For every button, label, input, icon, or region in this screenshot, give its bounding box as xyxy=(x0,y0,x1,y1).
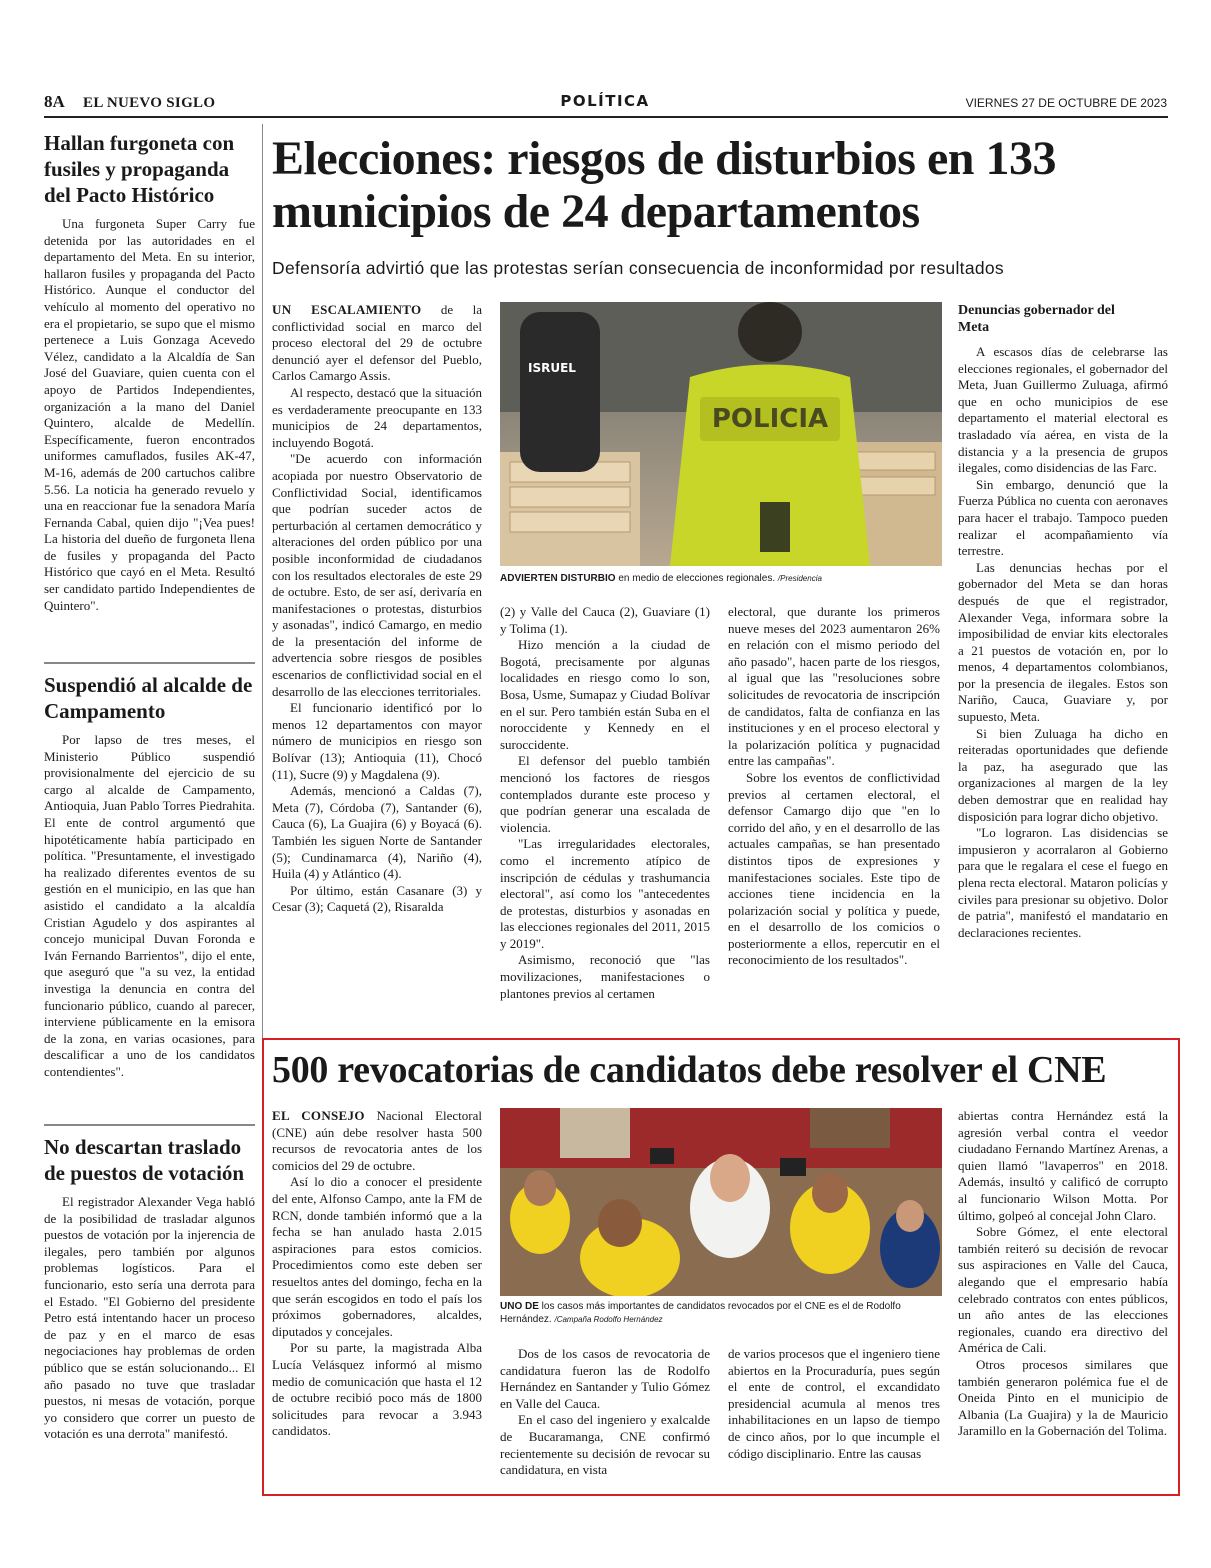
header-rule xyxy=(44,116,1168,118)
sidebar-story3-body xyxy=(44,1194,255,1443)
main-col2 xyxy=(500,604,710,1002)
cne-col1 xyxy=(272,1108,482,1440)
newspaper-name: EL NUEVO SIGLO xyxy=(83,95,216,111)
issue-date: VIERNES 27 DE OCTUBRE DE 2023 xyxy=(965,96,1167,110)
main-col1 xyxy=(272,302,482,916)
main-col4 xyxy=(958,344,1168,941)
cne-col1-p1: EL CONSEJO Nacional Electoral (CNE) aún debe resolver hasta 500 recursos de revocatoria antes de los comicios del 29 de octubre. xyxy=(272,1108,482,1173)
main-col3-p2: Sobre los eventos de conflictividad previos al certamen electoral, el defensor Camargo dijo que "en lo corrido del año, y en el desarrollo de las actuales campañas, se han presentado distintos tipos de expresiones y manifestaciones sociales. Este tipo de acciones tiene incidencia en la polarización social y política y puede, en el desarrollo de los comicios o posteriormente a ellos, repercutir en el reconocimiento de los resultados". xyxy=(728,769,940,968)
main-col2-p2: Hizo mención a la ciudad de Bogotá, precisamente por algunas localidades en riesgo como lo son, Bosa, Usme, Sumapaz y Ciudad Bolívar en el sur. Pero también están Suba en el noroccidente y Kennedy en el suroccidente. xyxy=(500,637,710,752)
cne-col2 xyxy=(500,1346,710,1479)
crowd-photo-illustration xyxy=(500,1108,942,1296)
sidebar-story3-paragraph: El registrador Alexander Vega habló de la posibilidad de trasladar algunos puestos de votación por la injerencia de ilegales, pero también por algunos problemas logísticos. Para el funcionario, esto sería una derrota para el Estado. "El Gobierno del presidente Petro está intentando hacer un proceso de paz y en el marco de esas negociaciones hay problemas de orden público que se están solucionando... El año pasado no tuve que trasladar puestos, ni mesas de votación, porque yo considero que correr un puesto de votación es una derrota" manifestó. xyxy=(44,1194,255,1442)
main-col1-p3: "De acuerdo con información acopiada por nuestro Observatorio de Conflictividad Social, identificamos que podrían suceder actos de perturbación al certamen democrático y alteraciones del orden público por una posible inconformidad de ciudadanos con los resultados electorales de este 29 de octubre. Esto, de ser así, derivaría en manifestaciones o protestas, disturbios y asonadas", indicó Camargo, en medio de la presentación del informe de advertencia sobre riesgos de posibles escenarios de conflictividad social en el desarrollo de las elecciones territoriales. xyxy=(272,451,482,699)
main-col1-p4: El funcionario identificó por lo menos 12 departamentos con mayor número de municipios en riesgo son Bolívar (13); Antioquia (11), Chocó (11), Sucre (9) y Magdalena (9). xyxy=(272,700,482,782)
cne-col3 xyxy=(728,1346,940,1462)
crowd-photo-caption xyxy=(500,1300,942,1326)
page-number: 8A xyxy=(44,92,65,111)
sidebar-separator-1 xyxy=(44,662,255,664)
meta-section-heading: Denuncias gobernador del Meta xyxy=(958,303,1115,335)
main-subheadline: Defensoría advirtió que las protestas serían consecuencia de inconformidad por resultados xyxy=(272,258,1004,278)
main-headline: Elecciones: riesgos de disturbios en 133 municipios de 24 departamentos xyxy=(272,132,1056,238)
sidebar-story1-body xyxy=(44,216,255,614)
sidebar-story2-body xyxy=(44,732,255,1080)
main-lead: UN ESCALAMIENTO xyxy=(272,302,422,317)
main-col3 xyxy=(728,604,940,969)
sidebar-story1-paragraph: Una furgoneta Super Carry fue detenida por las autoridades en el departamento del Meta. En su interior, hallaron fusiles y propaganda del Pacto Histórico. Aunque el conductor del vehículo al momento del operativo no era el propietario, se supo que el mismo pertenece a Luis Gonzaga Acevedo Vélez, candidato a la Alcaldía de San José del Guaviare, quien cuenta con el apoyo de Partidos Independientes, organización a la mano del Daniel Quintero, alcalde de Medellín. Específicamente, fueron encontrados uniformes camuflados, fusiles AK-47, M-16, además de 200 cartuchos calibre 5.56. La noticia ha generado revuelo y una en reaccionar fue la senadora María Fernanda Cabal, quien dijo "¡Vea pues! La historia del dueño de furgoneta llena de fusiles y propaganda del Pacto Histórico que cayó en el Meta. Resultó ser candidato partido Independientes de Quintero". xyxy=(44,216,255,613)
main-col1-p1: UN ESCALAMIENTO de la conflictividad social en marco del proceso electoral del 29 de octubre denunció ayer el defensor del Pueblo, Carlos Camargo Assis. xyxy=(272,302,483,384)
main-col4-p5: "Lo lograron. Las disidencias se impusieron y acorralaron al Gobierno para que le regalara el cese el fuego en plena recta electoral. Mataron policías y civiles para presionar su objetivo. Dolor de patria", manifestó el mandatario en declaraciones recientes. xyxy=(958,825,1168,940)
police-caption-lead: ADVIERTEN DISTURBIO xyxy=(500,573,616,584)
cne-col4-p2: Sobre Gómez, el ente electoral también reiteró su decisión de revocar sus aspiraciones en Valle del Cauca, alegando que el empresario había celebrado contratos con entes públicos, un año antes de las elecciones regionales, cuando era directivo del América de Cali. xyxy=(958,1224,1168,1356)
crowd-caption-credit: /Campaña Rodolfo Hernández xyxy=(554,1315,663,1324)
svg-text:ISRUEL: ISRUEL xyxy=(528,361,576,375)
police-caption-text: en medio de elecciones regionales. xyxy=(615,573,776,584)
main-col3-p1: electoral, que durante los primeros nueve meses del 2023 aumentaron 26% en relación con el mismo periodo del año pasado", hacen parte de los riesgos, al igual que las "resoluciones sobre solicitudes de revocatoria de inscripción de candidatos, falta de confianza en las instituciones y en el proceso electoral y la polarización política y pugnacidad entre las campañas". xyxy=(728,604,940,769)
cne-col1-p2: Así lo dio a conocer el presidente del ente, Alfonso Campo, ante la FM de RCN, donde también informó que a la fecha se han anulado hasta 2.015 aspiraciones para estos comicios. Procedimientos como este deben ser resueltos antes del domingo, fecha en la que serán escogidos en todo el país los próximos gobernadores, alcaldes, diputados y concejales. xyxy=(272,1174,482,1339)
cne-col2-p1: Dos de los casos de revocatoria de candidatura fueron las de Rodolfo Hernández en Santander y Tulio Gómez en Valle del Cauca. xyxy=(500,1346,710,1411)
cne-col1-p3: Por su parte, la magistrada Alba Lucía Velásquez informó al mismo medio de comunicación que hasta el 12 de octubre recibió poco más de 1800 solicitudes para revocar a 3.943 candidatos. xyxy=(272,1340,482,1439)
cne-lead: EL CONSEJO xyxy=(272,1108,365,1123)
main-col2-p5: Asimismo, reconoció que "las movilizaciones, manifestaciones o plantones previos al certamen xyxy=(500,952,710,1001)
main-col4-p4: Si bien Zuluaga ha dicho en reiteradas oportunidades que defiende la paz, ha asegurado que las organizaciones al margen de la ley deben demostrar que en realidad hay disposición para lograr dicho objetivo. xyxy=(958,725,1168,824)
cne-col2-p2: En el caso del ingeniero y exalcalde de Bucaramanga, CNE confirmó recientemente su decisión de revocar su candidatura, en vista xyxy=(500,1412,710,1478)
police-photo xyxy=(500,302,942,566)
main-col2-p3: El defensor del pueblo también mencionó los factores de riesgos contemplados durante este proceso y que podrían generar una escalada de violencia. xyxy=(500,753,710,835)
sidebar-story2-title: Suspendió al alcalde de Campamento xyxy=(44,673,253,723)
main-col1-p2: Al respecto, destacó que la situación es verdaderamente preocupante en 133 municipios de 24 departamentos, incluyendo Bogotá. xyxy=(272,384,482,450)
main-col4-p1: A escasos días de celebrarse las elecciones regionales, el gobernador del Meta, Juan Guillermo Zuluaga, afirmó que en ocho municipios de ese departamento el material electoral es trasladado vía aérea, en vista de la distancia y a la presencia de grupos ilegales, como disidencias de las Farc. xyxy=(958,344,1168,476)
police-photo-caption xyxy=(500,572,942,585)
crowd-photo xyxy=(500,1108,942,1296)
police-vest-text: POLICIA xyxy=(711,404,829,434)
main-col2-p1: (2) y Valle del Cauca (2), Guaviare (1) y Tolima (1). xyxy=(500,604,710,636)
sidebar-separator-2 xyxy=(44,1124,255,1126)
cne-headline: 500 revocatorias de candidatos debe resolver el CNE xyxy=(272,1049,1107,1091)
page-header-left xyxy=(44,92,215,112)
crowd-caption-text: los casos más importantes de candidatos revocados por el CNE es el de Rodolfo Hernández. xyxy=(500,1301,901,1325)
main-col2-p4: "Las irregularidades electorales, como el incremento atípico de inscripción de cédulas y trashumancia electoral", así como los "antecedentes de protestas, disturbios y asonadas en las elecciones regionales del 2011, 2015 y 2019". xyxy=(500,836,710,951)
main-col1-p5: Además, mencionó a Caldas (7), Meta (7), Córdoba (7), Santander (6), Cauca (6), La Guajira (6) y Boyacá (6). También les siguen Norte de Santander (5); Cundinamarca (4), Nariño (4), Huila (4) y Atlántico (4). xyxy=(272,783,482,882)
sidebar-story3-title: No descartan traslado de puestos de votación xyxy=(44,1135,245,1185)
main-col4-p2: Sin embargo, denunció que la Fuerza Pública no cuenta con aeronaves para hacer el trabajo. Tampoco pueden realizar el acompañamiento vía terrestre. xyxy=(958,476,1168,559)
cne-col4-p1: abiertas contra Hernández está la agresión verbal contra el veedor ciudadano Fernando Martínez Arenas, a quien llamó "lavaperros" en 2018. Además, insultó y calificó de corrupto al funcionario Wilson Motta. Por último, golpeó al concejal John Claro. xyxy=(958,1108,1168,1223)
cne-col4-p3: Otros procesos similares que también generaron polémica fue el de Oneida Pinto en el municipio de Albania (La Guajira) y la de Mauricio Jaramillo en la Gobernación del Tolima. xyxy=(958,1356,1168,1439)
sidebar-story1-title: Hallan furgoneta con fusiles y propaganda del Pacto Histórico xyxy=(44,131,235,207)
cne-col4 xyxy=(958,1108,1168,1440)
section-name: POLÍTICA xyxy=(560,92,650,110)
sidebar-story2-paragraph: Por lapso de tres meses, el Ministerio Público suspendió provisionalmente del ejercicio de su cargo al alcalde de Campamento, Antioquia, Juan Pablo Torres Piedrahita. El ente de control argumentó que hipotéticamente había participado en política. "Presuntamente, el investigado ha realizado diferentes eventos de su gestión en el municipio, en las que han asistido el candidato a la alcaldía Cristian Agudelo y dos aspirantes al concejo municipal Duvan Foronda e Iván Fernando Barrientos", dijo el ente, que aseguró que "a su vez, la entidad investiga la denuncia en contra del funcionario público, cuando al parecer, interviene públicamente en la emisora de la zona, en varias ocasiones, para descalificar a uno de los candidatos contendientes". xyxy=(44,732,255,1079)
crowd-caption-lead: UNO DE xyxy=(500,1301,539,1312)
police-caption-credit: /Presidencia xyxy=(777,574,822,583)
police-photo-illustration xyxy=(500,302,942,566)
main-col1-p6: Por último, están Casanare (3) y Cesar (3); Caquetá (2), Risaralda xyxy=(272,882,482,915)
main-col4-p3: Las denuncias hechas por el gobernador del Meta se dan horas después de que el registrador, Alexander Vega, informara sobre la imposibilidad de enviar kits electorales a 21 puestos de votación en, por lo menos, 4 departamentos colombianos, por la presencia de ilegales. Estos son Nariño, Cauca, Guaviare y, por supuesto, Meta. xyxy=(958,559,1168,725)
cne-col3-p1: de varios procesos que el ingeniero tiene abiertos en la Procuraduría, pues según el ente de control, el excandidato presidencial acumula al menos tres inhabilitaciones en un lapso de tiempo de cinco años, por lo que incumple el código disciplinario. Entre las causas xyxy=(728,1346,940,1461)
